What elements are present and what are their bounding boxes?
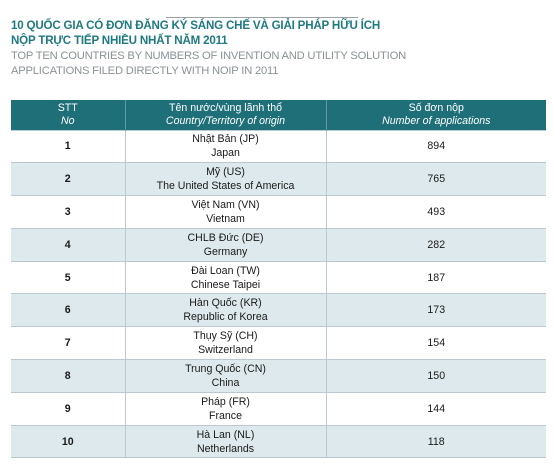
row-country-en: Vietnam (206, 212, 245, 225)
header-country (125, 100, 326, 130)
row-country-vi: Thụy Sỹ (CH) (193, 330, 258, 343)
row-count: 144 (326, 392, 546, 425)
table-row (11, 196, 546, 229)
row-country-vi: Pháp (FR) (201, 395, 250, 408)
table-row (11, 360, 546, 393)
title-vietnamese (11, 18, 551, 48)
row-country (125, 228, 326, 261)
row-country (125, 327, 326, 360)
table-body (11, 130, 546, 458)
row-country (125, 360, 326, 393)
row-count: 187 (326, 261, 546, 294)
table-row (11, 425, 546, 458)
row-country-en: Netherlands (196, 442, 255, 455)
title-vi-line-1: 10 QUỐC GIA CÓ ĐƠN ĐĂNG KÝ SÁNG CHẾ VÀ GIẢI PHÁP HỮU ÍCH (11, 19, 381, 32)
header-count (326, 100, 546, 130)
header-stt-vi: STT (57, 102, 78, 115)
row-count: 493 (326, 196, 546, 229)
row-stt: 8 (11, 360, 125, 393)
header-count-en: Number of applications (382, 115, 491, 128)
row-count: 894 (326, 130, 546, 163)
row-stt: 10 (11, 425, 125, 458)
row-stt: 6 (11, 294, 125, 327)
row-stt: 5 (11, 261, 125, 294)
row-stt: 1 (11, 130, 125, 163)
title-english (11, 49, 551, 79)
table-row (11, 163, 546, 196)
row-country-vi: Hà Lan (NL) (196, 428, 255, 441)
row-country-vi: Việt Nam (VN) (191, 198, 260, 211)
row-stt: 7 (11, 327, 125, 360)
row-country-vi: Nhật Bản (JP) (192, 133, 259, 146)
row-stt: 3 (11, 196, 125, 229)
header-country-vi: Tên nước/vùng lãnh thổ (169, 102, 282, 115)
row-stt: 9 (11, 392, 125, 425)
row-country-en: Japan (211, 147, 240, 160)
header-row (11, 100, 546, 130)
row-country-en: France (209, 409, 242, 422)
title-en-line-1: TOP TEN COUNTRIES BY NUMBERS OF INVENTION AND UTILITY SOLUTION (11, 50, 406, 62)
row-count: 282 (326, 228, 546, 261)
table-row (11, 327, 546, 360)
row-country-vi: Trung Quốc (CN) (185, 362, 266, 375)
row-country-vi: Mỹ (US) (206, 166, 245, 179)
row-country-en: Chinese Taipei (190, 278, 261, 291)
title-en-line-2: APPLICATIONS FILED DIRECTLY WITH NOIP IN 2011 (11, 65, 279, 77)
row-count: 765 (326, 163, 546, 196)
row-country (125, 130, 326, 163)
title-vi-line-2: NỘP TRỰC TIẾP NHIỀU NHẤT NĂM 2011 (11, 34, 228, 47)
row-country-vi: Đài Loan (TW) (191, 264, 260, 277)
row-country (125, 163, 326, 196)
row-country-en: Germany (203, 245, 248, 258)
row-count: 118 (326, 425, 546, 458)
table-header (11, 100, 546, 130)
row-country (125, 425, 326, 458)
row-count: 173 (326, 294, 546, 327)
row-country (125, 294, 326, 327)
row-stt: 4 (11, 228, 125, 261)
row-country (125, 261, 326, 294)
header-stt-en: No (60, 115, 75, 128)
row-country (125, 392, 326, 425)
table-row (11, 392, 546, 425)
row-count: 154 (326, 327, 546, 360)
row-stt: 2 (11, 163, 125, 196)
row-country-vi: Hàn Quốc (KR) (189, 297, 262, 310)
table-row (11, 130, 546, 163)
applications-table (11, 100, 546, 458)
row-country-en: Republic of Korea (183, 311, 268, 324)
header-country-en: Country/Territory of origin (165, 115, 286, 128)
row-country-vi: CHLB Đức (DE) (187, 231, 264, 244)
header-count-vi: Số đơn nộp (408, 102, 464, 115)
table-row (11, 261, 546, 294)
row-country-en: China (211, 376, 240, 389)
row-country-en: The United States of America (156, 180, 295, 193)
row-country (125, 196, 326, 229)
row-count: 150 (326, 360, 546, 393)
header-stt (11, 100, 125, 130)
row-country-en: Switzerland (198, 344, 253, 357)
table-row (11, 294, 546, 327)
table-row (11, 228, 546, 261)
table-caption (11, 18, 551, 79)
